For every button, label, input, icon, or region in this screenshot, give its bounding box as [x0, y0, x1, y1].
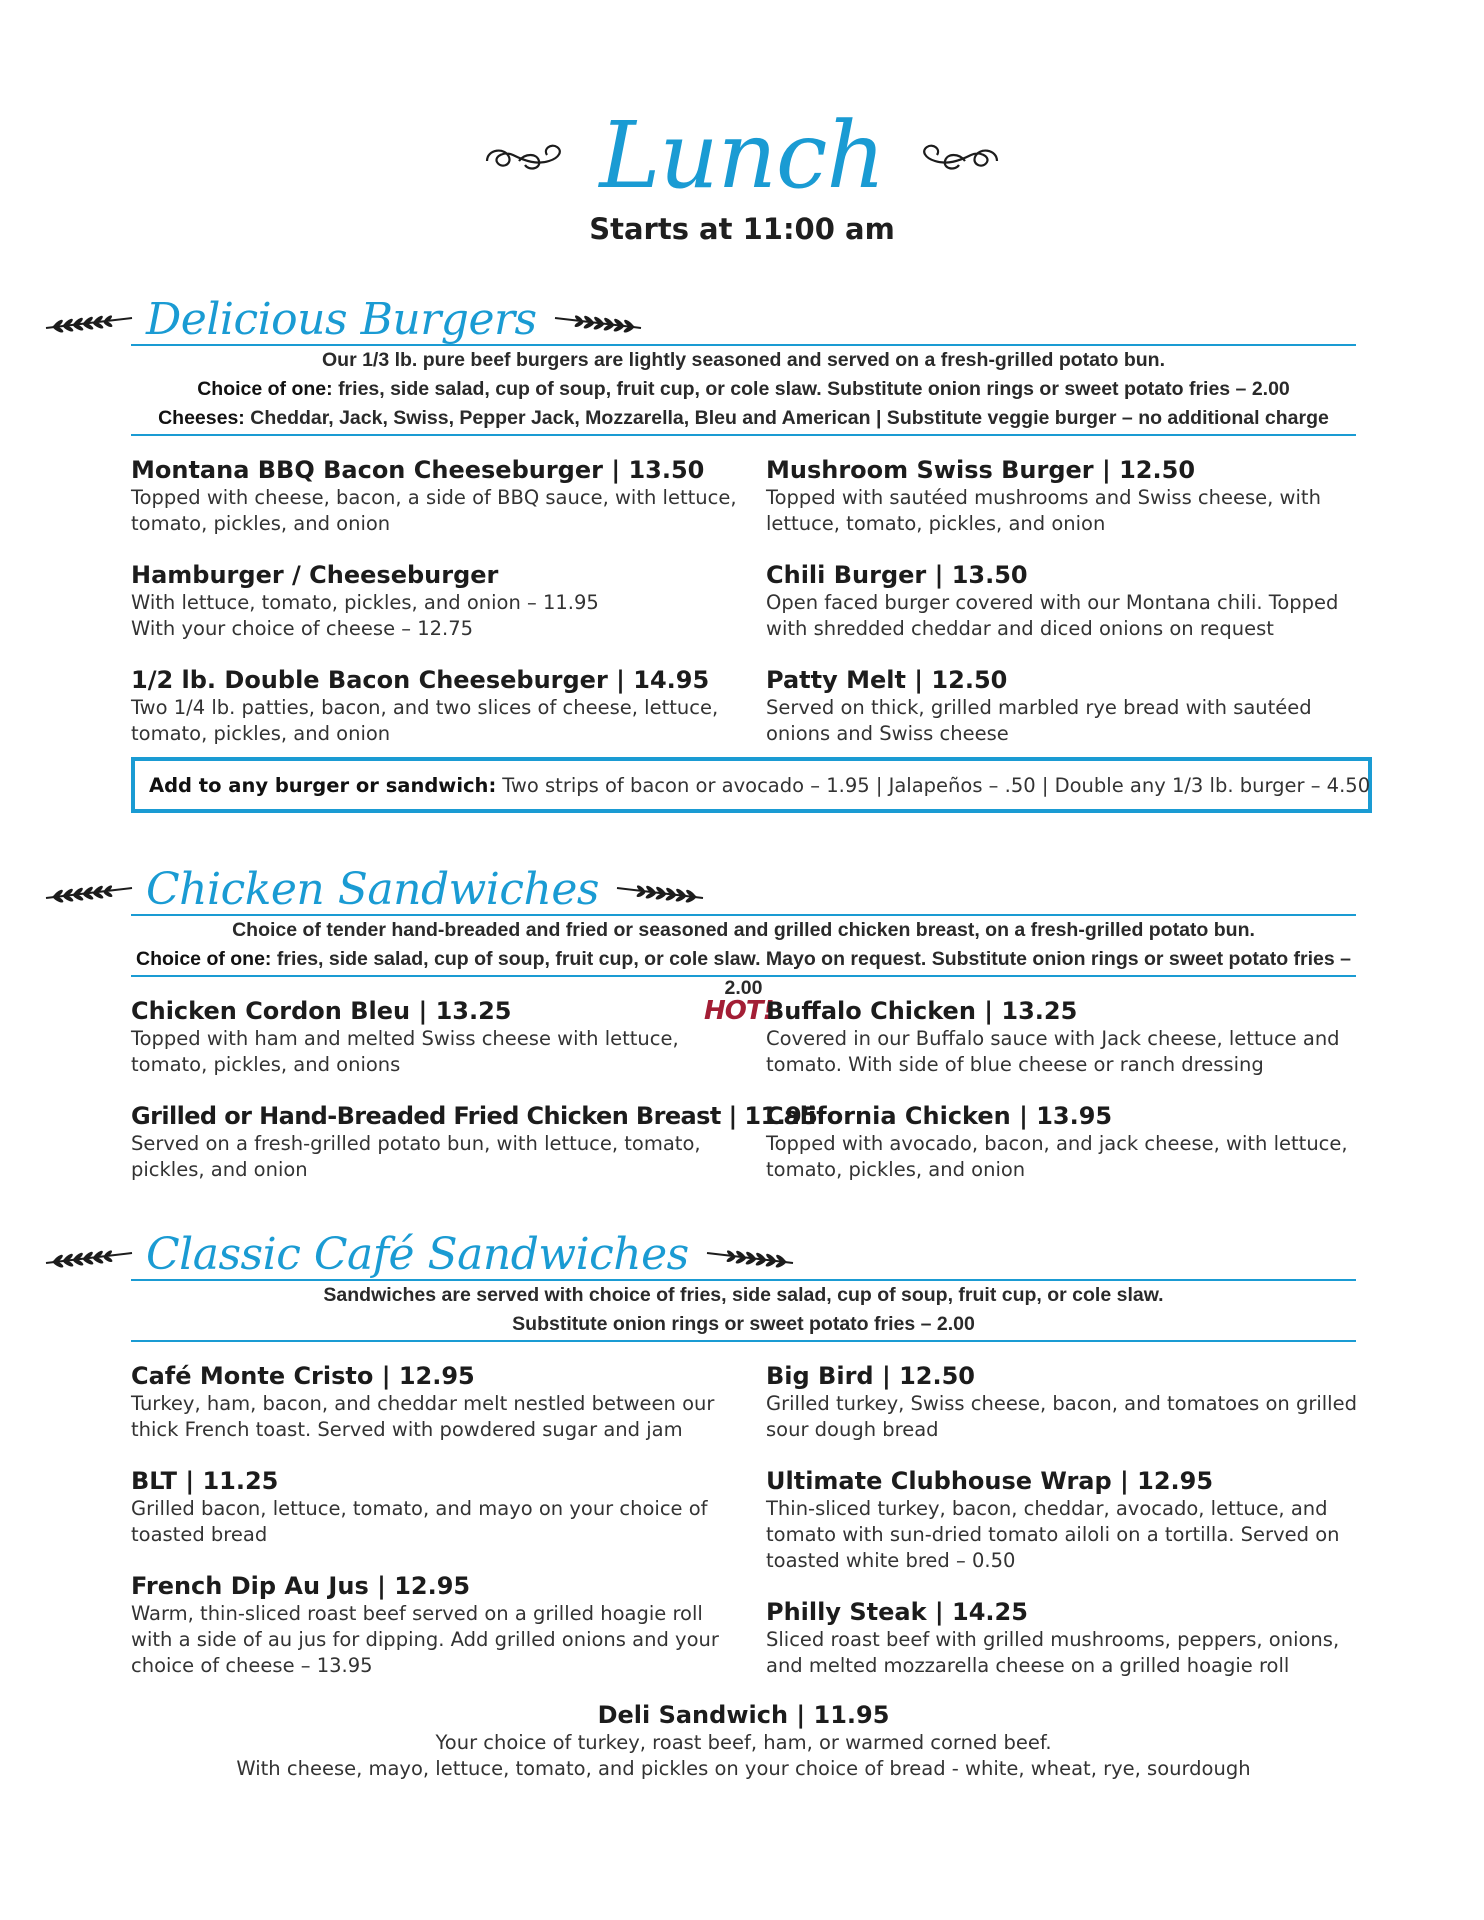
hot-badge: HOT!: [704, 996, 774, 1026]
item-description: Open faced burger covered with our Montana chili. Topped with shredded cheddar and diced onions on request: [766, 591, 1339, 640]
item-description: Served on thick, grilled marbled rye bread with sautéed onions and Swiss cheese: [766, 696, 1312, 745]
item-name: Café Monte Cristo | 12.95: [131, 1362, 475, 1390]
intro-line: Substitute onion rings or sweet potato fries – 2.00: [512, 1313, 975, 1335]
item-name: Hamburger / Cheeseburger: [131, 561, 499, 589]
intro-line: Sandwiches are served with choice of fries, side salad, cup of soup, fruit cup, or cole slaw.: [323, 1284, 1164, 1306]
section-rule: [131, 975, 1356, 977]
item-name: Philly Steak | 14.25: [766, 1598, 1028, 1626]
item-name: Chicken Cordon Bleu | 13.25: [131, 997, 512, 1025]
swirl-flourish-icon: [915, 131, 1005, 181]
section-title: Delicious Burgers: [146, 293, 537, 345]
intro-line: Cheeses: Cheddar, Jack, Swiss, Pepper Jack, Mozzarella, Bleu and American | Substitute veggie burger – no additional charge: [158, 407, 1329, 429]
menu-item: [131, 1361, 741, 1443]
item-name: Mushroom Swiss Burger | 12.50: [766, 456, 1196, 484]
menu-item: [131, 996, 741, 1078]
item-description: Served on a fresh-grilled potato bun, with lettuce, tomato, pickles, and onion: [131, 1132, 701, 1181]
item-description: Two 1/4 lb. patties, bacon, and two slices of cheese, lettuce, tomato, pickles, and onion: [131, 696, 719, 745]
section-heading-cafe: [44, 1223, 795, 1285]
add-on-text: Two strips of bacon or avocado – 1.95 | Jalapeños – .50 | Double any 1/3 lb. burger – 4.50: [502, 773, 1371, 797]
add-on-box: [131, 757, 1372, 813]
item-name: Ultimate Clubhouse Wrap | 12.95: [766, 1467, 1214, 1495]
wheat-sprig-icon: [44, 1237, 134, 1271]
section-heading-burgers: [44, 288, 643, 350]
menu-item: [131, 560, 741, 642]
item-description: Turkey, ham, bacon, and cheddar melt nestled between our thick French toast. Served with powdered sugar and jam: [131, 1392, 715, 1441]
item-description: Warm, thin-sliced roast beef served on a grilled hoagie roll with a side of au jus for dipping. Add grilled onions and your choice of cheese – 13.95: [131, 1602, 719, 1677]
menu-item: [766, 996, 1376, 1078]
section-title: Chicken Sandwiches: [146, 863, 599, 915]
item-description: Topped with cheese, bacon, a side of BBQ sauce, with lettuce, tomato, pickles, and onion: [131, 486, 737, 535]
item-name: 1/2 lb. Double Bacon Cheeseburger | 14.95: [131, 666, 710, 694]
menu-item: [766, 1597, 1376, 1679]
menu-item: [131, 1571, 741, 1679]
section-intro-burgers: [131, 346, 1356, 433]
item-name: California Chicken | 13.95: [766, 1102, 1113, 1130]
item-name: Montana BBQ Bacon Cheeseburger | 13.50: [131, 456, 705, 484]
menu-item: [131, 1101, 818, 1183]
swirl-flourish-icon: [479, 131, 569, 181]
wheat-sprig-icon: [44, 302, 134, 336]
item-name: Chili Burger | 13.50: [766, 561, 1028, 589]
item-description: Grilled turkey, Swiss cheese, bacon, and tomatoes on grilled sour dough bread: [766, 1392, 1357, 1441]
menu-item: [766, 560, 1376, 642]
menu-item: [131, 665, 741, 747]
menu-subtitle: Starts at 11:00 am: [589, 212, 895, 246]
item-description: Thin-sliced turkey, bacon, cheddar, avocado, lettuce, and tomato with sun-dried tomato ailoli on a tortilla. Served on toasted white bred – 0.50: [766, 1497, 1340, 1572]
intro-line: Our 1/3 lb. pure beef burgers are lightly seasoned and served on a fresh-grilled potato bun.: [321, 349, 1165, 371]
section-heading-chicken: [44, 858, 705, 920]
wheat-sprig-icon: [615, 872, 705, 906]
menu-item: [131, 455, 741, 537]
item-description: Grilled bacon, lettuce, tomato, and mayo on your choice of toasted bread: [131, 1497, 708, 1546]
item-description: Topped with sautéed mushrooms and Swiss cheese, with lettuce, tomato, pickles, and onion: [766, 486, 1321, 535]
item-description: Your choice of turkey, roast beef, ham, or warmed corned beef. With cheese, mayo, lettuce, tomato, and pickles on your choice of bread - white, wheat, rye, sourdough: [236, 1731, 1251, 1780]
menu-header: [0, 102, 1484, 246]
menu-item-deli: [131, 1700, 1356, 1782]
item-name: French Dip Au Jus | 12.95: [131, 1572, 471, 1600]
add-on-label: Add to any burger or sandwich:: [149, 773, 497, 797]
intro-line: Choice of one: fries, side salad, cup of soup, fruit cup, or cole slaw. Mayo on request. Substitute onion rings or sweet potato fries – 2.00: [136, 948, 1351, 999]
section-intro-chicken: [131, 916, 1356, 1003]
item-description: Topped with avocado, bacon, and jack cheese, with lettuce, tomato, pickles, and onion: [766, 1132, 1348, 1181]
item-name: Grilled or Hand-Breaded Fried Chicken Breast | 11.95: [131, 1102, 818, 1130]
item-description: With lettuce, tomato, pickles, and onion – 11.95 With your choice of cheese – 12.75: [131, 591, 599, 640]
item-name: Patty Melt | 12.50: [766, 666, 1008, 694]
item-name: Buffalo Chicken | 13.25: [766, 997, 1078, 1025]
menu-item: [766, 1466, 1376, 1574]
wheat-sprig-icon: [44, 872, 134, 906]
intro-line: Choice of tender hand-breaded and fried or seasoned and grilled chicken breast, on a fresh-grilled potato bun.: [232, 919, 1255, 941]
menu-item: [766, 665, 1376, 747]
item-description: Sliced roast beef with grilled mushrooms, peppers, onions, and melted mozzarella cheese on a grilled hoagie roll: [766, 1628, 1340, 1677]
menu-item: [131, 1466, 741, 1548]
menu-item: [766, 1101, 1376, 1183]
section-intro-cafe: [131, 1281, 1356, 1339]
item-name: Deli Sandwich | 11.95: [597, 1701, 890, 1729]
item-description: Topped with ham and melted Swiss cheese with lettuce, tomato, pickles, and onions: [131, 1027, 679, 1076]
menu-item: [766, 1361, 1376, 1443]
menu-title: Lunch: [599, 102, 885, 209]
section-title: Classic Café Sandwiches: [146, 1228, 689, 1280]
item-name: Big Bird | 12.50: [766, 1362, 975, 1390]
wheat-sprig-icon: [705, 1237, 795, 1271]
menu-item: [766, 455, 1376, 537]
item-description: Covered in our Buffalo sauce with Jack cheese, lettuce and tomato. With side of blue cheese or ranch dressing: [766, 1027, 1340, 1076]
intro-line: Choice of one: fries, side salad, cup of soup, fruit cup, or cole slaw. Substitute onion rings or sweet potato fries – 2.00: [197, 378, 1290, 400]
wheat-sprig-icon: [553, 302, 643, 336]
section-rule: [131, 434, 1356, 436]
section-rule: [131, 1340, 1356, 1342]
item-name: BLT | 11.25: [131, 1467, 279, 1495]
